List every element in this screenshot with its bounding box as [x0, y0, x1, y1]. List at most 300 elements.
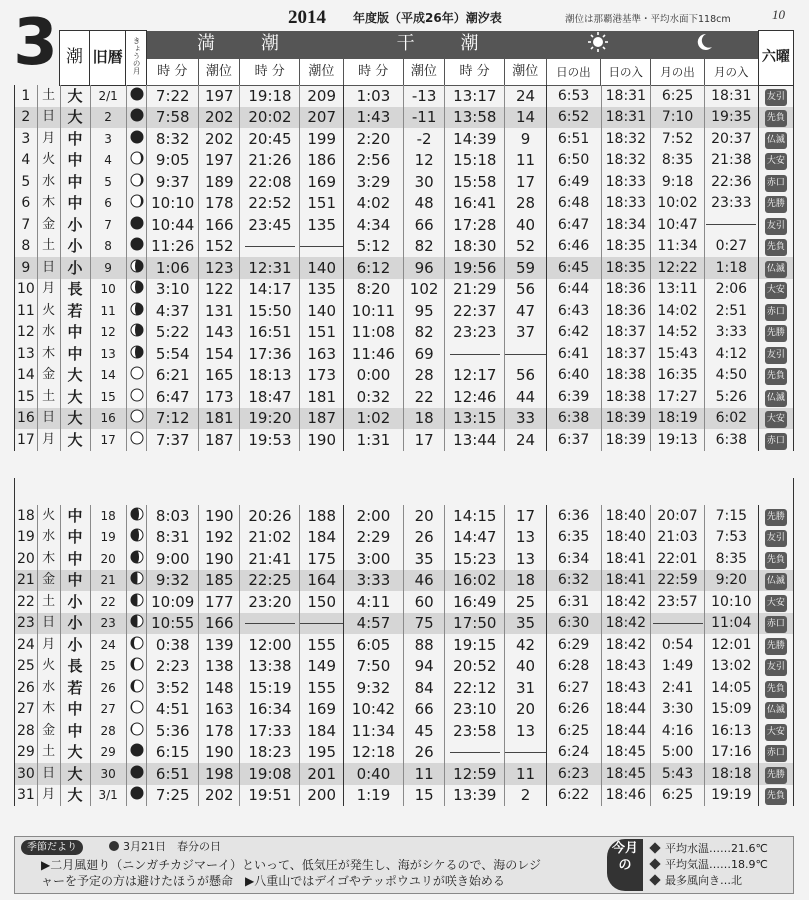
- sunrise-time: 6:46: [546, 236, 601, 258]
- weekday: 火: [37, 300, 60, 322]
- lunar-date: 7: [90, 214, 126, 236]
- sunrise-time: 6:50: [546, 150, 601, 172]
- sunset-time: 18:44: [601, 699, 651, 721]
- high2-time: 14:17: [240, 279, 300, 301]
- high2-time: 16:51: [240, 322, 300, 344]
- low1-time: 1:02: [343, 408, 403, 430]
- high1-level: 202: [199, 785, 240, 807]
- tide-type: 小: [60, 634, 90, 656]
- table-row: [15, 214, 794, 236]
- low2-level: 52: [505, 236, 546, 258]
- low1-time: 1:19: [343, 785, 403, 807]
- rokuyo-badge: 友引: [765, 659, 787, 676]
- tide-type: 長: [60, 656, 90, 678]
- high1-level: 202: [199, 128, 240, 150]
- moonrise-time: 7:52: [651, 128, 705, 150]
- sunrise-time: 6:24: [546, 742, 601, 764]
- high1-level: 131: [199, 300, 240, 322]
- sunrise-time: 6:34: [546, 548, 601, 570]
- low2-level: 59: [505, 257, 546, 279]
- low1-time: 10:11: [343, 300, 403, 322]
- high2-time: 22:52: [240, 193, 300, 215]
- lunar-date: 3/1: [90, 785, 126, 807]
- tide-type: 小: [60, 236, 90, 258]
- moonset-time: 19:19: [704, 785, 758, 807]
- day-number: 1: [15, 85, 38, 107]
- rokuyo-badge: 先負: [765, 788, 787, 805]
- rokuyo-badge: 先勝: [765, 767, 787, 784]
- rokuyo-badge: 赤口: [765, 745, 787, 762]
- sunset-time: 18:36: [601, 279, 651, 301]
- table-row: [15, 656, 794, 678]
- day-number: 12: [15, 322, 38, 344]
- rokuyo: [758, 720, 793, 742]
- low1-level: 26: [403, 527, 444, 549]
- high2-time: 21:41: [240, 548, 300, 570]
- low1-level: 18: [403, 408, 444, 430]
- weekday: 日: [37, 408, 60, 430]
- sunrise-time: 6:45: [546, 257, 601, 279]
- low1-level: 30: [403, 171, 444, 193]
- day-number: 4: [15, 150, 38, 172]
- high1-time: 5:36: [147, 720, 199, 742]
- high2-time: 12:31: [240, 257, 300, 279]
- low1-level: -2: [403, 128, 444, 150]
- rokuyo: [758, 322, 793, 344]
- high1-level: 178: [199, 720, 240, 742]
- high1-level: 173: [199, 386, 240, 408]
- table-row: [15, 527, 794, 549]
- lunar-date: 6: [90, 193, 126, 215]
- low2-time: 16:49: [445, 591, 505, 613]
- table-row: [15, 548, 794, 570]
- rokuyo-badge: 赤口: [765, 616, 787, 633]
- high2-level: 184: [300, 720, 343, 742]
- stat-air-temp: 平均気温……18.9℃: [665, 858, 768, 871]
- sunrise-time: 6:38: [546, 408, 601, 430]
- diamond-icon: [649, 858, 660, 869]
- moon-phase-icon: [126, 193, 147, 215]
- tide-type: 小: [60, 214, 90, 236]
- low2-level: 18: [505, 570, 546, 592]
- moon-phase-icon: [126, 527, 147, 549]
- moon-phase-icon: [126, 279, 147, 301]
- lunar-date: 21: [90, 570, 126, 592]
- page-number: 10: [772, 7, 785, 22]
- low2-time: 12:17: [445, 365, 505, 387]
- weekday: 火: [37, 505, 60, 527]
- rokuyo-badge: 赤口: [765, 175, 787, 192]
- lunar-date: 8: [90, 236, 126, 258]
- table-row: [15, 785, 794, 807]
- high2-time: 15:19: [240, 677, 300, 699]
- moonset-time: 10:10: [704, 591, 758, 613]
- moonrise-time: 20:07: [651, 505, 705, 527]
- high2-time: 21:26: [240, 150, 300, 172]
- low1-time: 4:34: [343, 214, 403, 236]
- no-value-dash: [300, 246, 343, 247]
- moonset-time: 12:01: [704, 634, 758, 656]
- high2-level: [300, 613, 343, 635]
- low2-level: 14: [505, 107, 546, 129]
- high1-time: 6:51: [147, 763, 199, 785]
- high1-time: 8:32: [147, 128, 199, 150]
- sunset-time: 18:45: [601, 763, 651, 785]
- moonset-time: 1:18: [704, 257, 758, 279]
- weekday: 金: [37, 214, 60, 236]
- tide-type: 中: [60, 193, 90, 215]
- moonrise-time: 12:22: [651, 257, 705, 279]
- low1-time: 6:12: [343, 257, 403, 279]
- low1-time: 6:05: [343, 634, 403, 656]
- high2-time: 18:23: [240, 742, 300, 764]
- low2-level: 11: [505, 763, 546, 785]
- table-row: [15, 763, 794, 785]
- moonset-time: 22:36: [704, 171, 758, 193]
- weekday: 木: [37, 699, 60, 721]
- high2-level: 164: [300, 570, 343, 592]
- low2-time: 17:28: [445, 214, 505, 236]
- high1-level: 143: [199, 322, 240, 344]
- low2-level: 9: [505, 128, 546, 150]
- low1-time: 2:29: [343, 527, 403, 549]
- high1-level: 197: [199, 150, 240, 172]
- table-row: [15, 408, 794, 430]
- moonset-time: 2:06: [704, 279, 758, 301]
- rokuyo: [758, 677, 793, 699]
- low2-time: 19:15: [445, 634, 505, 656]
- rokuyo: [758, 300, 793, 322]
- moonrise-time: 21:03: [651, 527, 705, 549]
- tide-type: 中: [60, 548, 90, 570]
- low1-level: 46: [403, 570, 444, 592]
- rokuyo-badge: 仏滅: [765, 702, 787, 719]
- table-row: [15, 279, 794, 301]
- high1-level: 177: [199, 591, 240, 613]
- high1-level: 178: [199, 193, 240, 215]
- high1-level: 202: [199, 107, 240, 129]
- day-number: 15: [15, 386, 38, 408]
- header-moon-phase: [126, 31, 147, 86]
- sunset-time: 18:32: [601, 128, 651, 150]
- sunset-time: 18:35: [601, 257, 651, 279]
- weekday: 土: [37, 236, 60, 258]
- day-number: 27: [15, 699, 38, 721]
- lunar-date: 22: [90, 591, 126, 613]
- high1-level: 190: [199, 505, 240, 527]
- low2-time: 22:12: [445, 677, 505, 699]
- high2-time: 19:08: [240, 763, 300, 785]
- tide-type: 大: [60, 785, 90, 807]
- season-text-line2: ャーを予定の方は避けたほうが懸命 ▶八重山ではデイゴやテッポウユリが咲き始める: [41, 874, 505, 888]
- low1-level: 11: [403, 763, 444, 785]
- tide-rows-lower-body: [15, 505, 794, 806]
- sunset-time: 18:39: [601, 429, 651, 451]
- stat-water-temp: 平均水温……21.6℃: [665, 842, 768, 855]
- weekday: 月: [37, 128, 60, 150]
- high2-time: 22:25: [240, 570, 300, 592]
- high2-level: 163: [300, 343, 343, 365]
- weekday: 月: [37, 279, 60, 301]
- low2-time: 22:37: [445, 300, 505, 322]
- header-tide-type: 潮: [60, 31, 90, 86]
- day-number: 22: [15, 591, 38, 613]
- table-row: [15, 429, 794, 451]
- high1-time: 1:06: [147, 257, 199, 279]
- sunset-time: 18:41: [601, 548, 651, 570]
- lunar-date: 15: [90, 386, 126, 408]
- day-number: 19: [15, 527, 38, 549]
- day-number: 17: [15, 429, 38, 451]
- high1-level: 165: [199, 365, 240, 387]
- sunset-time: 18:39: [601, 408, 651, 430]
- low1-level: 60: [403, 591, 444, 613]
- moonset-time: 23:33: [704, 193, 758, 215]
- tide-type: 小: [60, 257, 90, 279]
- rokuyo: [758, 429, 793, 451]
- weekday: 月: [37, 429, 60, 451]
- high2-level: 181: [300, 386, 343, 408]
- high2-level: 151: [300, 322, 343, 344]
- header-moonset: 月の入: [704, 58, 758, 85]
- moon-phase-icon: [126, 613, 147, 635]
- sunrise-time: 6:32: [546, 570, 601, 592]
- sunrise-time: 6:31: [546, 591, 601, 613]
- weekday: 水: [37, 677, 60, 699]
- sunset-time: 18:33: [601, 193, 651, 215]
- rokuyo: [758, 699, 793, 721]
- tide-type: 若: [60, 677, 90, 699]
- low1-level: 12: [403, 150, 444, 172]
- low1-time: 9:32: [343, 677, 403, 699]
- moonrise-time: 8:35: [651, 150, 705, 172]
- header-lunar: 旧暦: [90, 31, 126, 86]
- moonset-time: 17:16: [704, 742, 758, 764]
- low2-level: 56: [505, 365, 546, 387]
- rokuyo-badge: 大安: [765, 282, 787, 299]
- moonset-time: 9:20: [704, 570, 758, 592]
- lunar-date: 18: [90, 505, 126, 527]
- low1-time: 11:08: [343, 322, 403, 344]
- title-year: 2014: [288, 7, 326, 28]
- low2-time: 20:52: [445, 656, 505, 678]
- moon-phase-icon: [126, 677, 147, 699]
- lunar-date: 4: [90, 150, 126, 172]
- low1-level: 82: [403, 236, 444, 258]
- moonset-time: 7:53: [704, 527, 758, 549]
- moonset-time: 19:35: [704, 107, 758, 129]
- tide-type: 中: [60, 171, 90, 193]
- tide-type: 中: [60, 505, 90, 527]
- tide-rows-upper: [14, 85, 794, 451]
- day-number: 7: [15, 214, 38, 236]
- moonrise-time: 22:01: [651, 548, 705, 570]
- lunar-date: 14: [90, 365, 126, 387]
- high1-level: 148: [199, 677, 240, 699]
- high1-time: 3:10: [147, 279, 199, 301]
- rokuyo: [758, 785, 793, 807]
- low2-level: 40: [505, 214, 546, 236]
- high1-time: 6:47: [147, 386, 199, 408]
- low2-time: 13:15: [445, 408, 505, 430]
- high2-time: 13:38: [240, 656, 300, 678]
- sunrise-time: 6:26: [546, 699, 601, 721]
- high2-level: 155: [300, 677, 343, 699]
- high2-time: 18:13: [240, 365, 300, 387]
- header-low-tide: 干 潮: [343, 31, 546, 59]
- sunrise-time: 6:37: [546, 429, 601, 451]
- sunrise-time: 6:35: [546, 527, 601, 549]
- high1-time: 11:26: [147, 236, 199, 258]
- high1-time: 7:25: [147, 785, 199, 807]
- high2-level: 151: [300, 193, 343, 215]
- bullet-icon: [109, 841, 119, 851]
- day-number: 20: [15, 548, 38, 570]
- moon-phase-icon: [126, 763, 147, 785]
- high2-time: 12:00: [240, 634, 300, 656]
- moonset-time: 15:09: [704, 699, 758, 721]
- day-number: 6: [15, 193, 38, 215]
- low1-level: 69: [403, 343, 444, 365]
- crescent-moon-icon: [651, 31, 759, 59]
- day-number: 23: [15, 613, 38, 635]
- moon-phase-icon: [126, 128, 147, 150]
- sunrise-time: 6:42: [546, 322, 601, 344]
- moon-phase-icon: [126, 785, 147, 807]
- sunset-time: 18:43: [601, 677, 651, 699]
- sunset-time: 18:42: [601, 613, 651, 635]
- rokuyo-badge: 友引: [765, 89, 787, 106]
- lunar-date: 3: [90, 128, 126, 150]
- low1-time: 12:18: [343, 742, 403, 764]
- moon-phase-icon: [126, 742, 147, 764]
- sunset-time: 18:35: [601, 236, 651, 258]
- rokuyo: [758, 85, 793, 107]
- sunset-time: 18:38: [601, 386, 651, 408]
- tide-type: 中: [60, 343, 90, 365]
- weekday: 土: [37, 85, 60, 107]
- sunset-time: 18:34: [601, 214, 651, 236]
- moonset-time: [704, 214, 758, 236]
- low1-time: 2:00: [343, 505, 403, 527]
- low1-time: 3:00: [343, 548, 403, 570]
- low2-time: [445, 343, 505, 365]
- tide-type: 中: [60, 720, 90, 742]
- day-number: 29: [15, 742, 38, 764]
- high1-level: 181: [199, 408, 240, 430]
- rokuyo: [758, 591, 793, 613]
- moonrise-time: 3:30: [651, 699, 705, 721]
- header-low1-level: 潮位: [403, 58, 444, 85]
- rokuyo-badge: 大安: [765, 153, 787, 170]
- low2-time: 13:44: [445, 429, 505, 451]
- rokuyo-badge: 赤口: [765, 304, 787, 321]
- high2-level: 186: [300, 150, 343, 172]
- moon-phase-icon: [126, 591, 147, 613]
- rokuyo: [758, 107, 793, 129]
- low1-level: 88: [403, 634, 444, 656]
- sunset-time: 18:45: [601, 742, 651, 764]
- low1-time: 4:11: [343, 591, 403, 613]
- table-row: [15, 300, 794, 322]
- moonrise-time: 18:19: [651, 408, 705, 430]
- low2-time: 18:30: [445, 236, 505, 258]
- low1-time: 7:50: [343, 656, 403, 678]
- moonset-time: 16:13: [704, 720, 758, 742]
- lunar-date: 19: [90, 527, 126, 549]
- day-number: 30: [15, 763, 38, 785]
- day-number: 24: [15, 634, 38, 656]
- sunset-time: 18:31: [601, 85, 651, 107]
- sunset-time: 18:38: [601, 365, 651, 387]
- lunar-date: 28: [90, 720, 126, 742]
- tide-type: 大: [60, 429, 90, 451]
- moonrise-time: 23:57: [651, 591, 705, 613]
- low1-level: 26: [403, 742, 444, 764]
- rokuyo: [758, 527, 793, 549]
- high1-time: 7:12: [147, 408, 199, 430]
- low2-time: 12:59: [445, 763, 505, 785]
- low2-time: 14:47: [445, 527, 505, 549]
- rokuyo-badge: 大安: [765, 595, 787, 612]
- day-number: 28: [15, 720, 38, 742]
- high1-time: 9:05: [147, 150, 199, 172]
- day-number: 10: [15, 279, 38, 301]
- lunar-date: 29: [90, 742, 126, 764]
- low2-level: 11: [505, 150, 546, 172]
- table-row: [15, 322, 794, 344]
- rokuyo-badge: 先勝: [765, 325, 787, 342]
- weekday: 金: [37, 570, 60, 592]
- low2-time: 17:50: [445, 613, 505, 635]
- high2-time: 20:02: [240, 107, 300, 129]
- low1-time: 5:12: [343, 236, 403, 258]
- low1-level: -11: [403, 107, 444, 129]
- high2-level: 150: [300, 591, 343, 613]
- high1-level: 154: [199, 343, 240, 365]
- high2-level: 190: [300, 429, 343, 451]
- rokuyo: [758, 613, 793, 635]
- lunar-date: 26: [90, 677, 126, 699]
- fold-gap: [14, 478, 794, 505]
- monthly-stats: [651, 841, 768, 889]
- no-value-dash: [505, 752, 546, 753]
- header-high1-level: 潮位: [198, 58, 239, 85]
- diamond-icon: [649, 874, 660, 885]
- tide-type: 大: [60, 85, 90, 107]
- rokuyo-badge: 友引: [765, 347, 787, 364]
- sunrise-time: 6:29: [546, 634, 601, 656]
- high1-time: 10:44: [147, 214, 199, 236]
- high2-level: 175: [300, 548, 343, 570]
- sunrise-time: 6:53: [546, 85, 601, 107]
- moon-phase-icon: [126, 548, 147, 570]
- low1-level: 84: [403, 677, 444, 699]
- header-low2-level: 潮位: [505, 58, 546, 85]
- header-sunrise: 日の出: [546, 58, 601, 85]
- lunar-date: 2/1: [90, 85, 126, 107]
- table-row: [15, 742, 794, 764]
- season-text-line1: ▶二月風廻り（ニンガチカジマーイ）といって、低気圧が発生し、海がシケるので、海のレジ: [41, 858, 541, 872]
- low2-time: 15:23: [445, 548, 505, 570]
- low1-time: 1:43: [343, 107, 403, 129]
- rokuyo: [758, 386, 793, 408]
- low2-level: 20: [505, 699, 546, 721]
- lunar-date: 27: [90, 699, 126, 721]
- high2-level: 135: [300, 214, 343, 236]
- weekday: 日: [37, 763, 60, 785]
- moonrise-time: 5:00: [651, 742, 705, 764]
